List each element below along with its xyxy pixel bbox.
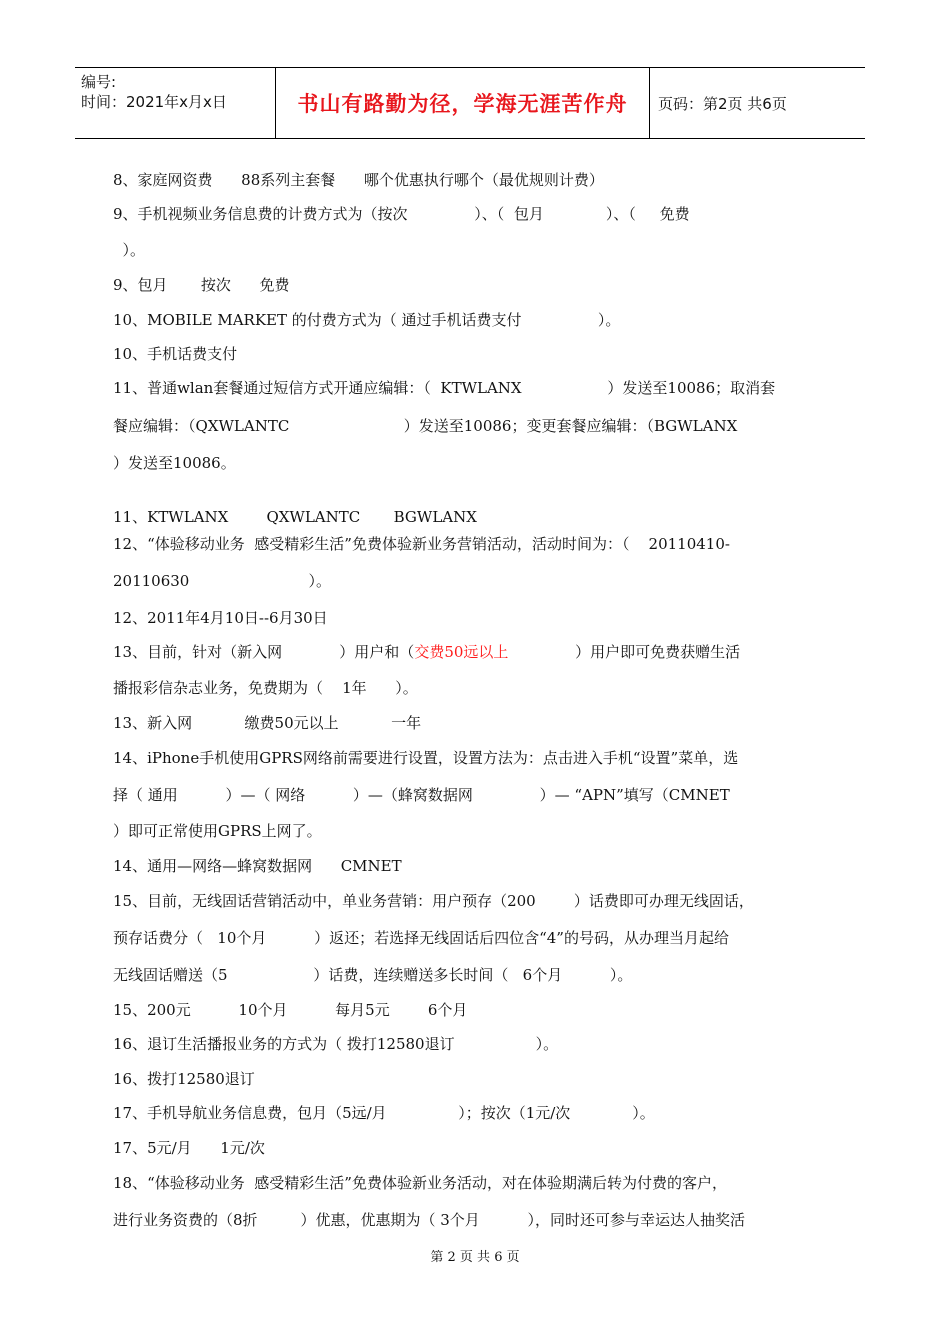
document-body [113,162,831,1242]
line-text: 13、目前，针对（新入网 ）用户和（ [113,643,415,661]
text-line [113,748,738,768]
text-line [113,378,775,398]
text-line [113,275,290,295]
line-text: 10、手机话费支付 [113,345,238,363]
line-text: 14、通用—网络—蜂窝数据网 CMNET [113,857,402,875]
text-line [113,856,402,876]
page-footer: 第 2 页 共 6 页 [430,1250,520,1265]
text-line [113,1034,558,1054]
text-line [113,534,730,554]
line-text: 11、KTWLANX QXWLANTC BGWLANX [113,508,477,526]
document-number-label: 编号: [81,73,117,91]
text-line [113,891,754,911]
line-text: 11、普通wlan套餐通过短信方式开通应编辑：（ KTWLANX ）发送至10086；取消套 [113,379,776,397]
line-text: 9、包月 按次 免费 [113,276,290,294]
line-text: 15、200元 10个月 每月5元 6个月 [113,1001,468,1019]
text-line [113,965,632,985]
header-meta [75,68,275,138]
line-text: 餐应编辑：（QXWLANTC ）发送至10086；变更套餐应编辑：（BGWLANX [113,417,738,435]
line-text: 14、iPhone手机使用GPRS网络前需要进行设置，设置方法为：点击进入手机“设置”菜单，选 [113,749,739,767]
line-text: 16、拨打12580退订 [113,1070,255,1088]
line-text: 17、手机导航业务信息费，包月（5远/月 ）；按次（1元/次 ）。 [113,1104,655,1122]
text-line [113,785,730,805]
line-text: 预存话费分（ 10个月 ）返还；若选择无线固话后四位含“4”的号码，从办理当月起给 [113,929,729,947]
text-line [113,453,236,473]
line-text: 20110630 ）。 [113,572,332,590]
header-motto: 书山有路勤为径，学海无涯苦作舟 [275,68,650,138]
text-line [113,1138,265,1158]
text-line [113,416,737,436]
text-line [113,204,690,224]
text-line [113,1103,655,1123]
document-header [75,67,865,139]
text-line [113,642,740,662]
highlighted-answer: 交费50远以上 [414,643,509,661]
text-line [113,1173,727,1193]
text-line [113,344,237,364]
line-text: 12、2011年4月10日--6月30日 [113,609,328,627]
text-line [113,310,620,330]
text-line [113,571,331,591]
text-line [113,713,421,733]
line-text: 8、家庭网资费 88系列主套餐 哪个优惠执行哪个（最优规则计费） [113,171,604,189]
line-text: ）。 [113,241,146,259]
text-line [113,928,729,948]
text-line [113,1069,255,1089]
line-text: 播报彩信杂志业务，免费期为（ 1年 ）。 [113,679,418,697]
document-time-label: 时间：2021年x月x日 [81,93,227,111]
text-line [113,608,328,628]
line-text: 12、“体验移动业务 感受精彩生活”免费体验新业务营销活动，活动时间为：（ 20110410- [113,535,730,553]
line-text: ）发送至10086。 [113,454,236,472]
text-line [113,170,604,190]
line-text: 择（ 通用 ）—（ 网络 ）—（蜂窝数据网 ）— “APN”填写（CMNET [113,786,730,804]
header-page-info: 页码：第2页 共6页 [658,94,787,113]
text-line [113,240,145,260]
line-text: ）即可正常使用GPRS上网了。 [113,822,322,840]
text-line [113,678,418,698]
text-line [113,821,322,841]
text-line [113,1000,467,1020]
line-text: 13、新入网 缴费50元以上 一年 [113,714,422,732]
line-text: 17、5元/月 1元/次 [113,1139,265,1157]
line-text: 9、手机视频业务信息费的计费方式为（按次 ）、（ 包月 ）、（ 免费 [113,205,690,223]
line-text: 进行业务资费的（8折 ）优惠，优惠期为（ 3个月 ），同时还可参与幸运达人抽奖活 [113,1211,745,1229]
line-text: 15、目前，无线固话营销活动中，单业务营销：用户预存（200 ）话费即可办理无线固话， [113,892,754,910]
line-text: 16、退订生活播报业务的方式为（ 拨打12580退订 ）。 [113,1035,559,1053]
line-text: 10、MOBILE MARKET 的付费方式为（ 通过手机话费支付 ）。 [113,311,621,329]
text-line [113,1210,745,1230]
text-line [113,507,477,527]
line-text: 无线固话赠送（5 ）话费，连续赠送多长时间（ 6个月 ）。 [113,966,633,984]
line-text: 18、“体验移动业务 感受精彩生活”免费体验新业务活动，对在体验期满后转为付费的客户， [113,1174,727,1192]
line-text-continued: ）用户即可免费获赠生活 [508,643,741,661]
